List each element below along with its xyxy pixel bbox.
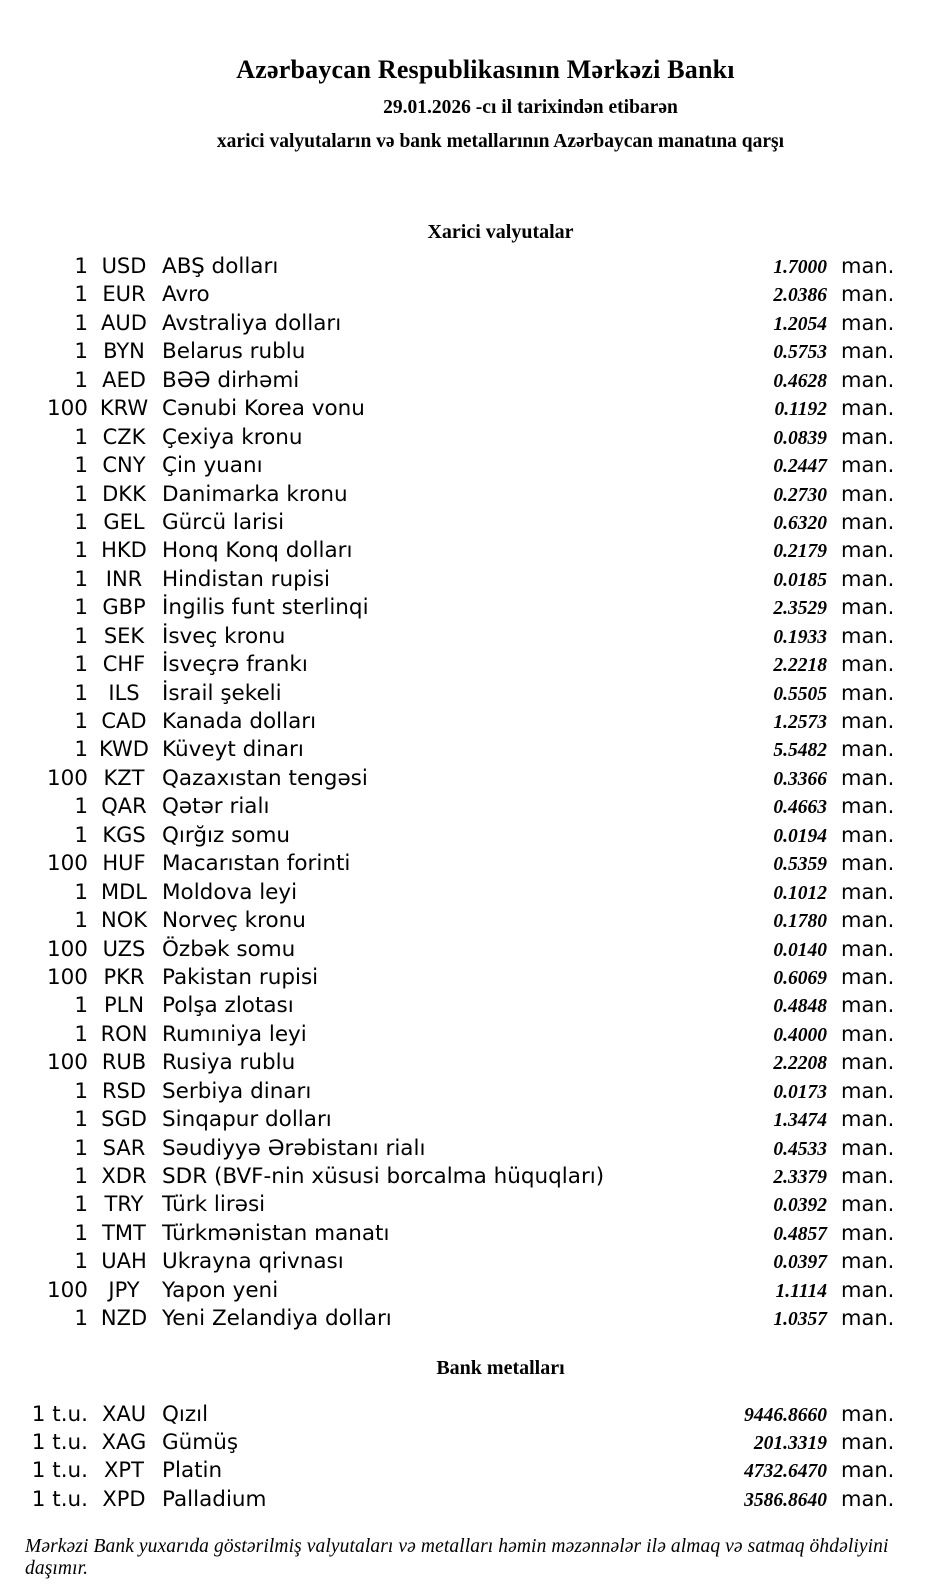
table-row xyxy=(0,764,951,792)
currency-rate: 0.4533 xyxy=(773,1138,827,1160)
currency-unit-label: man. xyxy=(841,509,895,534)
currency-code: INR xyxy=(105,566,143,591)
currency-unit-label: man. xyxy=(841,879,895,904)
currency-name: Yeni Zelandiya dolları xyxy=(162,1306,392,1332)
currency-name: Avstraliya dolları xyxy=(162,310,342,336)
currency-name: Honq Konq dolları xyxy=(162,538,353,564)
currency-rate: 5.5482 xyxy=(773,740,827,762)
currency-name: Yapon yeni xyxy=(162,1277,279,1303)
currency-code: MDL xyxy=(101,879,147,904)
currency-quantity: 100 xyxy=(46,396,88,422)
currency-quantity: 1 xyxy=(74,481,88,507)
currency-name: Hindistan rupisi xyxy=(162,566,330,592)
metal-code: XPT xyxy=(104,1458,144,1483)
currency-code: JPY xyxy=(108,1277,140,1302)
currency-rate: 0.3366 xyxy=(773,768,827,790)
currency-name: Sinqapur dolları xyxy=(162,1107,332,1133)
currency-quantity: 1 xyxy=(74,908,88,934)
metal-rate: 9446.8660 xyxy=(744,1405,827,1426)
currency-name: Cənubi Korea vonu xyxy=(162,396,365,422)
currency-code: SAR xyxy=(102,1135,146,1160)
currency-unit-label: man. xyxy=(841,1050,895,1075)
currency-rate: 1.2573 xyxy=(773,712,827,733)
currency-unit-label: man. xyxy=(841,595,895,620)
disclaimer-note: Mərkəzi Bank yuxarıda göstərilmiş valyutaları və metalları həmin məzənnələr ilə almaq və satmaq öhdəliyini daşımır. xyxy=(25,1536,889,1579)
metal-rate: 201.3319 xyxy=(753,1433,827,1455)
table-row xyxy=(0,935,951,963)
table-row xyxy=(0,707,951,735)
metals-section-title: Bank metalları xyxy=(436,1357,565,1379)
metal-name: Gümüş xyxy=(162,1430,239,1456)
metals-table xyxy=(0,1400,951,1513)
metal-code: XAG xyxy=(101,1430,147,1455)
table-row xyxy=(0,280,951,308)
metal-quantity: 1 t.u. xyxy=(31,1402,88,1427)
currency-rate: 1.2054 xyxy=(773,313,827,335)
currency-quantity: 1 xyxy=(74,566,88,592)
currency-code: UZS xyxy=(102,936,146,961)
table-row xyxy=(0,480,951,508)
metal-unit-label: man. xyxy=(841,1402,895,1426)
table-row xyxy=(0,792,951,820)
currency-unit-label: man. xyxy=(841,1078,895,1103)
currency-rate: 2.2208 xyxy=(773,1053,827,1075)
currency-rate: 0.0140 xyxy=(773,939,827,961)
currency-unit-label: man. xyxy=(841,1021,895,1046)
currency-rate: 1.1114 xyxy=(775,1280,827,1302)
currency-name: Rusiya rublu xyxy=(162,1050,296,1076)
currency-code: DKK xyxy=(102,481,146,506)
metal-code: XAU xyxy=(101,1402,147,1426)
currency-unit-label: man. xyxy=(841,453,895,478)
currency-unit-label: man. xyxy=(841,822,895,847)
table-row xyxy=(0,394,951,422)
currency-rate: 0.6069 xyxy=(773,967,827,989)
currency-code: CHF xyxy=(102,652,146,677)
currency-code: UAH xyxy=(101,1249,147,1274)
currency-code: KGS xyxy=(102,822,146,847)
currency-rate: 0.4628 xyxy=(773,370,827,392)
currency-rate: 2.0386 xyxy=(773,285,827,307)
currency-code: CZK xyxy=(102,424,146,449)
page-subtitle: xarici valyutaların və bank metallarının Azərbaycan manatına qarşı xyxy=(216,131,785,152)
currency-unit-label: man. xyxy=(841,1107,895,1132)
table-row xyxy=(0,309,951,337)
currency-name: Belarus rublu xyxy=(162,339,306,365)
currency-quantity: 1 xyxy=(74,1192,88,1218)
currency-quantity: 100 xyxy=(46,964,88,990)
currency-code: TMT xyxy=(102,1220,146,1245)
currency-name: Türk lirəsi xyxy=(162,1192,266,1218)
currency-unit-label: man. xyxy=(841,396,895,421)
currency-code: NOK xyxy=(100,908,147,933)
table-row xyxy=(0,1020,951,1048)
currency-code: PKR xyxy=(103,964,145,989)
metal-name: Palladium xyxy=(162,1486,267,1512)
table-row xyxy=(0,1485,951,1513)
currency-quantity: 1 xyxy=(74,1220,88,1246)
metal-unit-label: man. xyxy=(841,1486,895,1511)
table-row xyxy=(0,1048,951,1076)
currency-code: SGD xyxy=(101,1107,147,1132)
table-row xyxy=(0,1276,951,1304)
currency-name: Səudiyyə Ərəbistanı rialı xyxy=(162,1135,426,1161)
table-row xyxy=(0,508,951,536)
currency-name: Rumıniya leyi xyxy=(162,1021,307,1047)
table-row xyxy=(0,565,951,593)
currency-name: İngilis funt sterlinqi xyxy=(162,595,369,621)
metal-code: XPD xyxy=(102,1486,146,1511)
table-row xyxy=(0,593,951,621)
currency-code: RON xyxy=(100,1021,148,1046)
table-row xyxy=(0,366,951,394)
currency-code: ILS xyxy=(108,680,140,705)
currency-code: NZD xyxy=(100,1306,148,1331)
currency-rate: 0.2447 xyxy=(773,456,827,478)
table-row xyxy=(0,1400,951,1428)
currency-rate: 0.2730 xyxy=(773,484,827,506)
currency-name: ABŞ dolları xyxy=(162,254,279,279)
currency-code: USD xyxy=(101,254,147,278)
currency-quantity: 1 xyxy=(74,879,88,905)
currency-rate: 0.0839 xyxy=(773,427,827,449)
currency-name: Küveyt dinarı xyxy=(162,737,304,763)
table-row xyxy=(0,650,951,678)
currency-rate: 0.0397 xyxy=(773,1252,827,1274)
currency-name: Serbiya dinarı xyxy=(162,1078,312,1104)
currency-unit-label: man. xyxy=(841,481,895,506)
table-row xyxy=(0,1105,951,1133)
currency-code: RSD xyxy=(101,1078,147,1103)
currency-unit-label: man. xyxy=(841,794,895,819)
currency-rate: 0.1012 xyxy=(773,882,827,904)
currency-code: HKD xyxy=(101,538,147,563)
currency-unit-label: man. xyxy=(841,1164,895,1188)
currency-unit-label: man. xyxy=(841,367,895,392)
currency-name: SDR (BVF-nin xüsusi borcalma hüquqları) xyxy=(162,1164,605,1189)
currency-name: İsveç kronu xyxy=(162,623,286,649)
currency-code: KRW xyxy=(99,396,149,421)
currency-rate: 0.4848 xyxy=(773,996,827,1018)
table-row xyxy=(0,451,951,479)
table-row xyxy=(0,337,951,365)
currency-name: Pakistan rupisi xyxy=(162,964,319,990)
currency-name: Qətər rialı xyxy=(162,794,270,820)
table-row xyxy=(0,906,951,934)
currency-quantity: 1 xyxy=(74,339,88,365)
table-row xyxy=(0,1077,951,1105)
currency-name: Türkmənistan manatı xyxy=(162,1220,390,1246)
currency-name: Qırğız somu xyxy=(162,822,291,848)
currency-quantity: 1 xyxy=(74,737,88,763)
currency-code: SEK xyxy=(103,623,145,648)
currency-code: HUF xyxy=(102,851,146,876)
table-row xyxy=(0,1428,951,1456)
currency-unit-label: man. xyxy=(841,538,895,563)
currency-quantity: 100 xyxy=(46,1277,88,1303)
metal-name: Platin xyxy=(162,1458,223,1484)
currency-unit-label: man. xyxy=(841,709,895,733)
currency-rate: 1.3474 xyxy=(773,1110,827,1132)
currency-rate: 0.0392 xyxy=(773,1195,827,1217)
currency-quantity: 1 xyxy=(74,709,88,734)
table-row xyxy=(0,622,951,650)
currency-rate: 0.6320 xyxy=(773,512,827,534)
table-row xyxy=(0,1247,951,1275)
currency-quantity: 100 xyxy=(46,851,88,877)
currency-rate: 0.0185 xyxy=(773,569,827,591)
currency-name: Çexiya kronu xyxy=(162,424,303,450)
currency-name: Norveç kronu xyxy=(162,908,306,934)
currency-code: BYN xyxy=(103,339,145,364)
currency-quantity: 100 xyxy=(46,1050,88,1076)
currency-quantity: 1 xyxy=(74,509,88,535)
table-row xyxy=(0,963,951,991)
currency-unit-label: man. xyxy=(841,566,895,591)
currency-unit-label: man. xyxy=(841,993,895,1018)
currency-code: PLN xyxy=(103,993,145,1018)
currency-quantity: 1 xyxy=(74,794,88,820)
currency-rate: 0.0173 xyxy=(773,1081,827,1103)
currency-name: Avro xyxy=(162,282,210,308)
currency-unit-label: man. xyxy=(841,737,895,762)
currency-rate: 1.0357 xyxy=(773,1309,827,1331)
currency-rate: 2.3529 xyxy=(773,598,827,620)
currency-code: GEL xyxy=(103,509,145,534)
currency-quantity: 1 xyxy=(74,1249,88,1275)
currency-name: BƏƏ dirhəmi xyxy=(162,367,300,393)
currency-quantity: 1 xyxy=(74,623,88,649)
currency-quantity: 1 xyxy=(74,254,88,279)
currency-quantity: 1 xyxy=(74,595,88,621)
metal-rate: 3586.8640 xyxy=(744,1489,827,1511)
currency-quantity: 1 xyxy=(74,680,88,706)
metal-unit-label: man. xyxy=(841,1458,895,1483)
metal-unit-label: man. xyxy=(841,1430,895,1455)
currency-name: Macarıstan forinti xyxy=(162,851,351,877)
currency-unit-label: man. xyxy=(841,851,895,876)
currency-quantity: 1 xyxy=(74,282,88,308)
currency-unit-label: man. xyxy=(841,908,895,933)
table-row xyxy=(0,821,951,849)
currency-rate: 1.7000 xyxy=(773,257,827,278)
currency-code: RUB xyxy=(101,1050,147,1075)
currency-quantity: 1 xyxy=(74,453,88,479)
table-row xyxy=(0,1134,951,1162)
currency-unit-label: man. xyxy=(841,936,895,961)
metal-rate: 4732.6470 xyxy=(744,1461,827,1483)
currency-quantity: 100 xyxy=(46,936,88,962)
currency-code: TRY xyxy=(104,1192,144,1217)
currency-name: Çin yuanı xyxy=(162,453,263,479)
currency-quantity: 1 xyxy=(74,822,88,848)
currency-name: İsrail şekeli xyxy=(162,680,282,706)
currency-unit-label: man. xyxy=(841,1249,895,1274)
currencies-table xyxy=(0,252,951,1333)
currency-unit-label: man. xyxy=(841,1220,895,1245)
currency-name: Polşa zlotası xyxy=(162,993,294,1019)
table-row xyxy=(0,1190,951,1218)
currency-rate: 0.5753 xyxy=(773,342,827,364)
currency-unit-label: man. xyxy=(841,424,895,449)
table-row xyxy=(0,252,951,280)
currency-quantity: 1 xyxy=(74,367,88,393)
currency-unit-label: man. xyxy=(841,1135,895,1160)
currency-code: CNY xyxy=(102,453,146,478)
currency-name: Özbək somu xyxy=(162,936,296,962)
table-row xyxy=(0,536,951,564)
table-row xyxy=(0,1219,951,1247)
page-title: Azərbaycan Respublikasının Mərkəzi Bankı xyxy=(236,55,735,84)
table-row xyxy=(0,878,951,906)
currency-quantity: 1 xyxy=(74,1135,88,1161)
currency-rate: 0.0194 xyxy=(773,825,827,847)
metal-name: Qızıl xyxy=(162,1402,209,1427)
table-row xyxy=(0,423,951,451)
currency-quantity: 1 xyxy=(74,424,88,450)
currency-unit-label: man. xyxy=(841,1277,895,1302)
currency-quantity: 1 xyxy=(74,538,88,564)
currency-rate: 0.1780 xyxy=(773,911,827,933)
metal-quantity: 1 t.u. xyxy=(31,1458,88,1484)
currency-unit-label: man. xyxy=(841,310,895,335)
currency-code: GBP xyxy=(102,595,146,620)
table-row xyxy=(0,679,951,707)
currency-unit-label: man. xyxy=(841,339,895,364)
currency-quantity: 1 xyxy=(74,993,88,1019)
currency-unit-label: man. xyxy=(841,680,895,705)
table-row xyxy=(0,849,951,877)
currency-quantity: 100 xyxy=(46,765,88,791)
currency-quantity: 1 xyxy=(74,1107,88,1133)
currency-unit-label: man. xyxy=(841,964,895,989)
currencies-section-title: Xarici valyutalar xyxy=(427,221,574,243)
table-row xyxy=(0,1304,951,1332)
currency-unit-label: man. xyxy=(841,765,895,790)
currency-rate: 0.1192 xyxy=(774,399,827,421)
currency-quantity: 1 xyxy=(74,310,88,336)
currency-unit-label: man. xyxy=(841,1306,895,1331)
currency-name: Kanada dolları xyxy=(162,709,317,734)
metal-quantity: 1 t.u. xyxy=(31,1430,88,1456)
currency-code: XDR xyxy=(101,1164,147,1188)
currency-code: AUD xyxy=(101,310,147,335)
currency-unit-label: man. xyxy=(841,282,895,307)
metal-quantity: 1 t.u. xyxy=(31,1486,88,1512)
currency-rate: 0.4857 xyxy=(773,1223,827,1245)
currency-quantity: 1 xyxy=(74,1078,88,1104)
effective-date-line: 29.01.2026 -cı il tarixindən etibarən xyxy=(383,97,678,118)
currency-rate: 2.2218 xyxy=(773,655,827,677)
currency-quantity: 1 xyxy=(74,1306,88,1332)
currency-code: KZT xyxy=(103,765,145,790)
currency-rate: 0.4000 xyxy=(773,1024,827,1046)
currency-unit-label: man. xyxy=(841,1192,895,1217)
currency-rate: 0.5359 xyxy=(773,854,827,876)
currency-code: CAD xyxy=(101,709,147,733)
table-row xyxy=(0,735,951,763)
currency-name: İsveçrə frankı xyxy=(162,652,308,678)
currency-code: AED xyxy=(102,367,146,392)
currency-quantity: 1 xyxy=(74,1021,88,1047)
currency-unit-label: man. xyxy=(841,652,895,677)
table-row xyxy=(0,1162,951,1190)
currency-rate: 2.3379 xyxy=(773,1167,827,1188)
currency-rate: 0.1933 xyxy=(773,626,827,648)
currency-unit-label: man. xyxy=(841,623,895,648)
currency-code: QAR xyxy=(101,794,147,819)
currency-code: KWD xyxy=(99,737,149,762)
currency-name: Moldova leyi xyxy=(162,879,298,905)
table-row xyxy=(0,991,951,1019)
currency-name: Gürcü larisi xyxy=(162,509,285,535)
currency-unit-label: man. xyxy=(841,254,895,278)
currency-rate: 0.2179 xyxy=(773,541,827,563)
currency-name: Danimarka kronu xyxy=(162,481,348,507)
table-row xyxy=(0,1456,951,1484)
currency-rate: 0.4663 xyxy=(773,797,827,819)
currency-code: EUR xyxy=(102,282,146,307)
currency-name: Ukrayna qrivnası xyxy=(162,1249,344,1275)
currency-rate: 0.5505 xyxy=(773,683,827,705)
currency-quantity: 1 xyxy=(74,652,88,678)
currency-quantity: 1 xyxy=(74,1164,88,1189)
currency-name: Qazaxıstan tengəsi xyxy=(162,765,368,791)
